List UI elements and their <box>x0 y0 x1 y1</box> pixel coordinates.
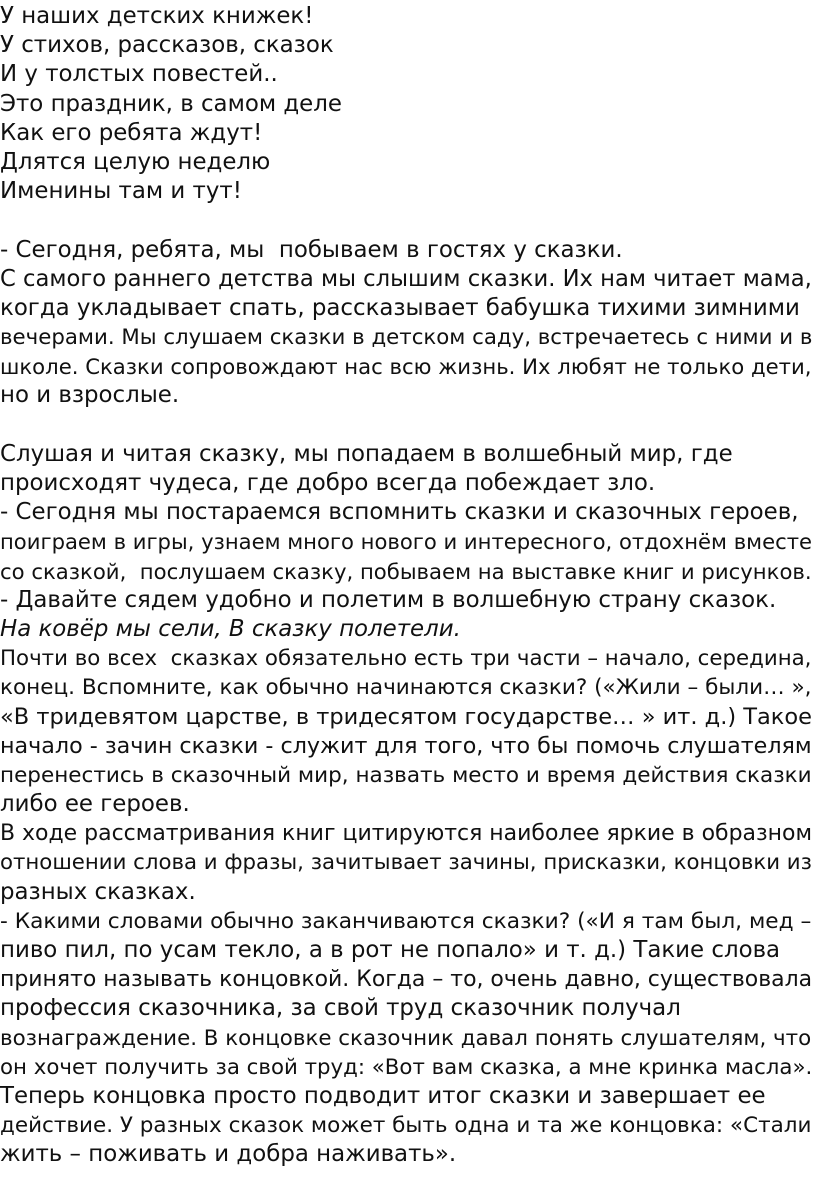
text-line: - Какими словами обычно заканчиваются сказки? («И я там был, мед – <box>0 908 812 934</box>
text-line: конец. Вспомните, как обычно начинаются сказки? («Жили – были… », <box>0 675 812 701</box>
text-line: принято называть концовкой. Когда – то, очень давно, существовала <box>0 967 813 993</box>
text-line: поиграем в игры, узнаем много нового и интересного, отдохнём вместе <box>0 529 813 555</box>
text-line: происходят чудеса, где добро всегда побеждает зло. <box>0 470 656 496</box>
text-line: пиво пил, по усам текло, а в рот не попало» и т. д.) Такие слова <box>0 937 781 963</box>
text-line: У стихов, рассказов, сказок <box>0 32 334 59</box>
text-line: Почти во всех сказках обязательно есть три части – начало, середина, <box>0 646 812 672</box>
text-line: но и взрослые. <box>0 382 180 409</box>
text-line: вечерами. Мы слушаем сказки в детском саду, встречаетесь с ними и в <box>0 325 813 351</box>
text-line: И у толстых повестей.. <box>0 61 278 88</box>
text-line: - Давайте сядем удобно и полетим в волшебную страну сказок. <box>0 586 777 613</box>
blank-line <box>0 206 816 235</box>
text-line: - Сегодня мы постараемся вспомнить сказки и сказочных героев, <box>0 499 799 526</box>
blank-line <box>0 411 816 440</box>
text-line: - Сегодня, ребята, мы побываем в гостях у сказки. <box>0 236 623 263</box>
text-line: Теперь концовка просто подводит итог сказки и завершает ее <box>0 1082 766 1109</box>
text-line: со сказкой, послушаем сказку, побываем на выставке книг и рисунков. <box>0 558 812 584</box>
text-line: разных сказках. <box>0 878 196 905</box>
text-line: жить – поживать и добра наживать». <box>0 1141 457 1168</box>
text-line: Слушая и читая сказку, мы попадаем в волшебный мир, где <box>0 440 733 467</box>
text-line: вознаграждение. В концовке сказочник давал понять слушателям, что <box>0 1025 812 1051</box>
text-line: Именины там и тут! <box>0 178 242 205</box>
text-line: он хочет получить за свой труд: «Вот вам сказка, а мне кринка масла». <box>0 1054 813 1080</box>
text-line: В ходе рассматривания книг цитируются наиболее яркие в образном <box>0 821 813 847</box>
text-line: отношении слова и фразы, зачитывает зачины, присказки, концовки из <box>0 850 812 876</box>
text-line: Длятся целую неделю <box>0 148 271 175</box>
text-line: школе. Сказки сопровождают нас всю жизнь. Их любят не только дети, <box>0 354 812 380</box>
text-line: У наших детских книжек! <box>0 3 314 29</box>
text-line: Как его ребята ждут! <box>0 119 263 146</box>
text-line: «В тридевятом царстве, в тридесятом государстве… » ит. д.) Такое <box>0 703 813 730</box>
text-line: профессия сказочника, за свой труд сказочник получал <box>0 995 681 1022</box>
italic-verse-line: На ковёр мы сели, В сказку полетели. <box>0 615 461 642</box>
text-line: когда укладывает спать, рассказывает бабушка тихими зимними <box>0 294 800 321</box>
text-line: Это праздник, в самом деле <box>0 90 342 117</box>
text-line: С самого раннего детства мы слышим сказки. Их нам читает мама, <box>0 265 812 292</box>
document-page <box>0 2 816 1170</box>
text-line: начало - зачин сказки - служит для того, что бы помочь слушателям <box>0 732 812 759</box>
text-line: либо ее героев. <box>0 791 190 818</box>
text-line: действие. У разных сказок может быть одна и та же концовка: «Стали <box>0 1113 812 1139</box>
text-line: перенестись в сказочный мир, назвать место и время действия сказки <box>0 762 812 788</box>
